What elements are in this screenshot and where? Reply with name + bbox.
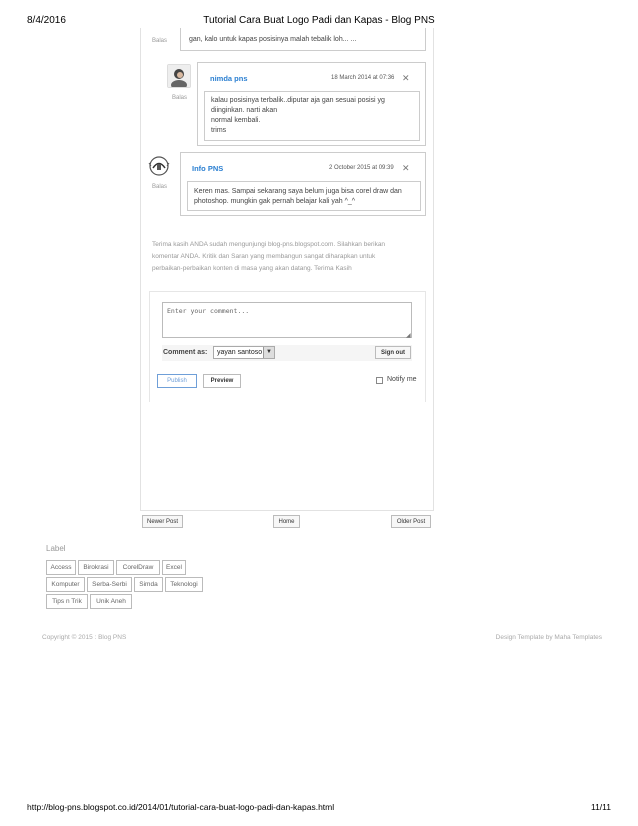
comment-box: [180, 152, 426, 216]
comment-line: kalau posisinya terbalik..diputar aja gan sesuai posisi yg: [211, 97, 385, 104]
label-tag[interactable]: Tips n Trik: [46, 594, 88, 609]
comment-author[interactable]: nimda pns: [210, 74, 248, 83]
notify-checkbox[interactable]: [376, 377, 383, 384]
labels-title: Label: [46, 544, 66, 553]
message-line: komentar ANDA. Kritik dan Saran yang membangun sangat diharapkan untuk: [152, 253, 376, 260]
message-line: Terima kasih ANDA sudah mengunjungi blog-pns.blogspot.com. Silahkan berikan: [152, 241, 386, 248]
print-title: Tutorial Cara Buat Logo Padi dan Kapas - Blog PNS: [203, 15, 435, 26]
comment-textarea[interactable]: Enter your comment...: [162, 302, 412, 338]
reply-link[interactable]: Balas: [172, 95, 188, 101]
print-page-number: 11/11: [590, 802, 611, 812]
print-date: 8/4/2016: [27, 15, 66, 26]
comment-line: photoshop. mungkin gak pernah belajar kali yah ^_^: [194, 198, 356, 205]
label-tag[interactable]: CorelDraw: [116, 560, 160, 575]
label-tag[interactable]: Unik Aneh: [90, 594, 132, 609]
comment-box: [197, 62, 426, 146]
design-credit[interactable]: Design Template by Maha Templates: [495, 634, 602, 641]
older-post-button[interactable]: Older Post: [391, 515, 431, 528]
comment-line: normal kembali.: [211, 117, 261, 124]
label-tag[interactable]: Serba-Serbi: [87, 577, 132, 592]
label-tag[interactable]: Birokrasi: [78, 560, 114, 575]
identity-select[interactable]: [213, 346, 275, 359]
newer-post-button[interactable]: Newer Post: [142, 515, 183, 528]
publish-button[interactable]: Publish: [157, 374, 197, 388]
comment-body: [187, 181, 421, 211]
delete-icon[interactable]: ✕: [402, 73, 410, 83]
comment-form: [149, 291, 426, 402]
resize-handle-icon[interactable]: ◢: [406, 333, 411, 339]
comment-text: gan, kalo untuk kapas posisinya malah tebalik loh... ...: [189, 36, 357, 43]
avatar: [148, 155, 170, 177]
preview-button[interactable]: Preview: [203, 374, 241, 388]
print-url: http://blog-pns.blogspot.co.id/2014/01/tutorial-cara-buat-logo-padi-dan-kapas.html: [27, 802, 335, 812]
notify-label: Notify me: [387, 376, 417, 383]
comment-line: Keren mas. Sampai sekarang saya belum juga bisa corel draw dan: [194, 188, 402, 195]
label-tag[interactable]: Excel: [162, 560, 186, 575]
comment-body: [204, 91, 420, 141]
chevron-down-icon[interactable]: ▼: [263, 347, 274, 358]
home-button[interactable]: Home: [273, 515, 300, 528]
identity-value: yayan santoso: [217, 349, 263, 356]
label-tag[interactable]: Komputer: [46, 577, 85, 592]
label-tag[interactable]: Access: [46, 560, 76, 575]
comment-line: trims: [211, 127, 227, 134]
reply-link[interactable]: Balas: [152, 38, 168, 44]
avatar: [167, 64, 191, 88]
comment-date: 18 March 2014 at 07:36: [331, 75, 395, 81]
comment-date: 2 October 2015 at 09:39: [329, 165, 394, 171]
reply-link[interactable]: Balas: [152, 184, 168, 190]
comment-as-label: Comment as:: [163, 349, 208, 356]
comment-line: diinginkan. narti akan: [211, 107, 278, 114]
label-tag[interactable]: Teknologi: [165, 577, 203, 592]
delete-icon[interactable]: ✕: [402, 163, 410, 173]
comment-author[interactable]: Info PNS: [192, 164, 224, 173]
comment-message: [152, 239, 385, 275]
label-tag[interactable]: Simda: [134, 577, 163, 592]
message-line: perbaikan-perbaikan konten di masa yang akan datang. Terima Kasih: [152, 265, 352, 272]
comment-box: [180, 28, 426, 51]
copyright-text: Copyright © 2015 : Blog PNS: [42, 634, 127, 641]
sign-out-button[interactable]: Sign out: [375, 346, 411, 359]
